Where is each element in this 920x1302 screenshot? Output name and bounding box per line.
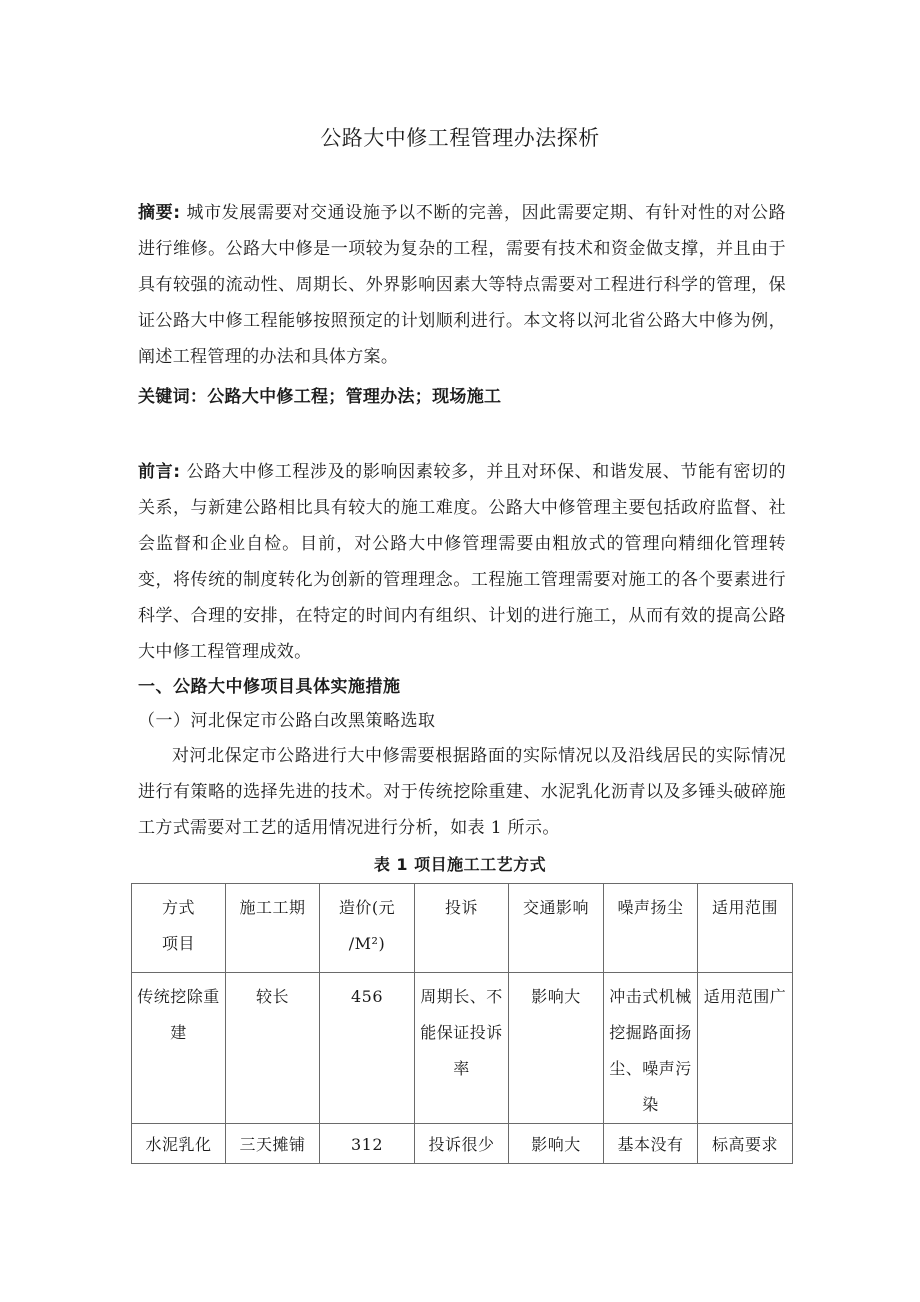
table-cell: 较长 (226, 973, 320, 1124)
header-cell-price (320, 884, 415, 973)
abstract-label: 摘要: (138, 203, 181, 223)
table-row (132, 973, 793, 1124)
table-cell: 456 (320, 973, 415, 1124)
table-cell: 适用范围广 (698, 973, 793, 1124)
table-cell: 周期长、不能保证投诉率 (415, 973, 509, 1124)
table-cell: 传统挖除重建 (132, 973, 226, 1124)
abstract-paragraph (138, 195, 786, 375)
table-cell: 三天摊铺 (226, 1124, 320, 1164)
header-corner-cell (132, 884, 226, 973)
header-corner-bottom: 项目 (161, 934, 195, 953)
header-price-label: 造价(元 (338, 898, 396, 917)
document-title: 公路大中修工程管理办法探析 (320, 126, 600, 150)
subsection-heading: （一）河北保定市公路白改黑策略选取 (138, 711, 436, 731)
preface-paragraph (138, 454, 786, 670)
keywords-line: 关键词：公路大中修工程；管理办法；现场施工 (138, 387, 502, 407)
table-cell: 影响大 (509, 973, 604, 1124)
table-cell: 基本没有 (604, 1124, 698, 1164)
header-cell: 施工工期 (226, 884, 320, 973)
section-heading: 一、公路大中修项目具体实施措施 (138, 677, 401, 697)
process-table (131, 883, 793, 1164)
abstract-text: 城市发展需要对交通设施予以不断的完善，因此需要定期、有针对性的对公路进行维修。公路大中修是一项较为复杂的工程，需要有技术和资金做支撑，并且由于具有较强的流动性、周期长、外界影响因素大等特点需要对工程进行科学的管理，保证公路大中修工程能够按照预定的计划顺利进行。本文将以河北省公路大中修为例，阐述工程管理的办法和具体方案。 (138, 203, 786, 367)
table-row (132, 1124, 793, 1164)
table-cell: 312 (320, 1124, 415, 1164)
header-cell: 适用范围 (698, 884, 793, 973)
table-header-row (132, 884, 793, 973)
preface-text: 公路大中修工程涉及的影响因素较多，并且对环保、和谐发展、节能有密切的关系，与新建公路相比具有较大的施工难度。公路大中修管理主要包括政府监督、社会监督和企业自检。目前，对公路大中修管理需要由粗放式的管理向精细化管理转变，将传统的制度转化为创新的管理理念。工程施工管理需要对施工的各个要素进行科学、合理的安排，在特定的时间内有组织、计划的进行施工，从而有效的提高公路大中修工程管理成效。 (138, 462, 786, 662)
header-cell: 交通影响 (509, 884, 604, 973)
header-corner-top: 方式 (161, 898, 195, 917)
table-cell: 标高要求 (698, 1124, 793, 1164)
header-cell: 投诉 (415, 884, 509, 973)
header-cell: 噪声扬尘 (604, 884, 698, 973)
table-cell: 水泥乳化 (132, 1124, 226, 1164)
preface-label: 前言: (138, 462, 181, 482)
body-paragraph: 对河北保定市公路进行大中修需要根据路面的实际情况以及沿线居民的实际情况进行有策略的选择先进的技术。对于传统挖除重建、水泥乳化沥青以及多锤头破碎施工方式需要对工艺的适用情况进行分析，如表 1 所示。 (138, 746, 786, 838)
table-cell: 冲击式机械挖掘路面扬尘、噪声污染 (604, 973, 698, 1124)
table-caption: 表 1 项目施工工艺方式 (373, 855, 547, 874)
table-cell: 影响大 (509, 1124, 604, 1164)
table-cell: 投诉很少 (415, 1124, 509, 1164)
header-price-unit: /M²) (348, 934, 386, 953)
